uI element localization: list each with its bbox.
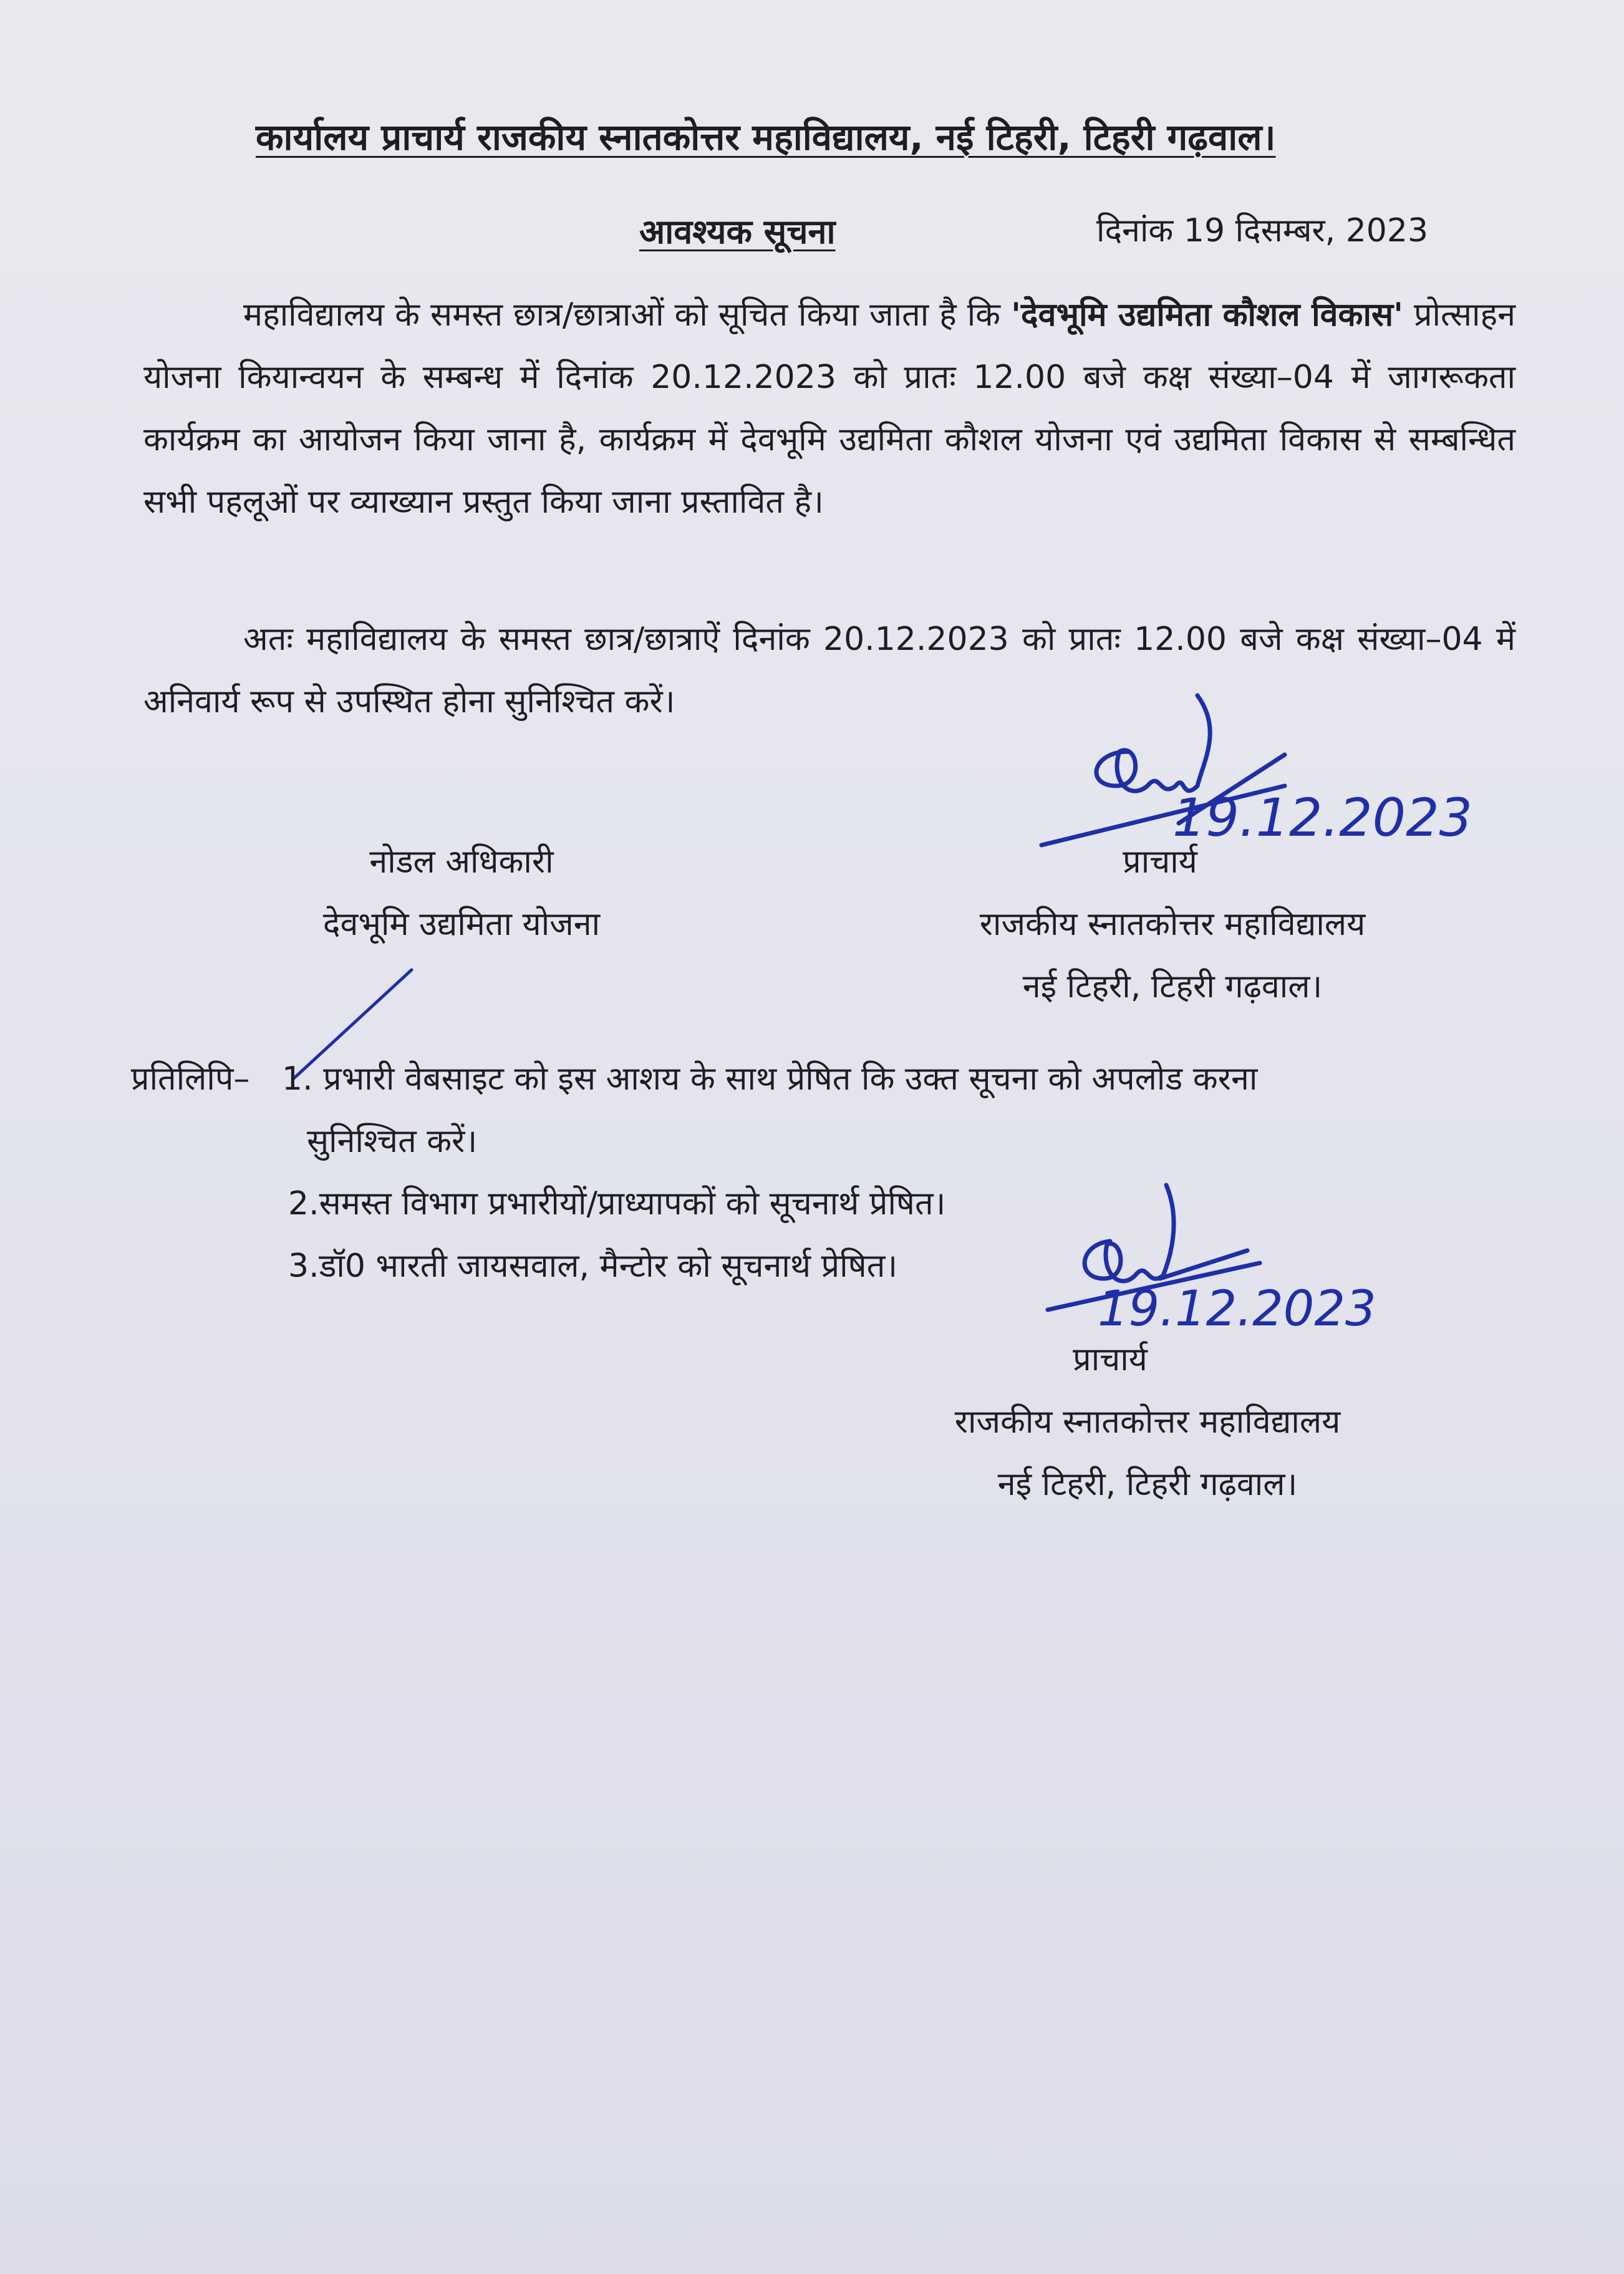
notice-date: दिनांक 19 दिसम्बर, 2023 (1096, 212, 1429, 249)
office-heading: कार्यालय प्राचार्य राजकीय स्नातकोत्तर महाविद्यालय, नई टिहरी, टिहरी गढ़वाल। (256, 116, 1276, 158)
copy-to-item: 2.समस्त विभाग प्रभारीयों/प्राध्यापकों को सूचनार्थ प्रेषित। (288, 1185, 946, 1222)
principal-2-place: नई टिहरी, टिहरी गढ़वाल। (997, 1466, 1298, 1503)
scheme-name: 'देवभूमि उद्यमिता कौशल विकास' (1011, 296, 1404, 334)
copy-to-item: सुनिश्चित करें। (307, 1123, 478, 1160)
copy-to-label: प्रतिलिपि– (131, 1060, 250, 1098)
notice-paragraph-1 (143, 284, 1515, 533)
nodal-officer-title: नोडल अधिकारी (369, 843, 554, 881)
principal-1-place: नई टिहरी, टिहरी गढ़वाल। (1022, 968, 1323, 1005)
principal-signature-1 (1035, 692, 1472, 848)
nodal-officer-block (243, 831, 680, 956)
copy-to-item: 3.डॉ0 भारती जायसवाल, मैन्टोर को सूचनार्थ प्रेषित। (288, 1247, 898, 1285)
principal-1-designation: प्राचार्य (1123, 843, 1197, 881)
paragraph-1-intro: महाविद्यालय के समस्त छात्र/छात्राओं को सूचित किया जाता है कि (243, 296, 1012, 334)
paragraph-1-body: प्रोत्साहन योजना कियान्वयन के सम्बन्ध में दिनांक 20.12.2023 को प्रातः 12.00 बजे कक्ष संख्या–04 में जागरूकता कार्यक्रम का आयोजन किया जाना है, कार्यक्रम में देवभूमि उद्यमिता कौशल योजना एवं उद्यमिता विकास से सम्बन्धित सभी पहलूओं पर व्याख्यान प्रस्तुत किया जाना प्रस्तावित है। (143, 296, 1515, 521)
principal-block-2 (898, 1328, 1397, 1516)
notice-paragraph-2: अतः महाविद्यालय के समस्त छात्र/छात्राऐं दिनांक 20.12.2023 को प्रातः 12.00 बजे कक्ष संख्या–04 में अनिवार्य रूप से उपस्थित होना सुनिश्चित करें। (143, 621, 1515, 720)
signature-1-date: 19.12.2023 (1172, 787, 1472, 848)
principal-2-designation: प्राचार्य (1073, 1341, 1148, 1378)
signature-2-date: 19.12.2023 (1098, 1281, 1376, 1337)
notice-title: आवश्यक सूचना (639, 212, 836, 251)
principal-2-college: राजकीय स्नातकोत्तर महाविद्यालय (954, 1403, 1341, 1441)
copy-to-item: 1. प्रभारी वेबसाइट को इस आशय के साथ प्रेषित कि उक्त सूचना को अपलोड करना (282, 1060, 1258, 1098)
principal-signature-2 (1035, 1185, 1409, 1347)
nodal-officer-scheme: देवभूमि उद्यमिता योजना (322, 906, 601, 943)
principal-block-1 (923, 831, 1422, 1018)
principal-1-college: राजकीय स्नातकोत्तर महाविद्यालय (979, 906, 1366, 943)
